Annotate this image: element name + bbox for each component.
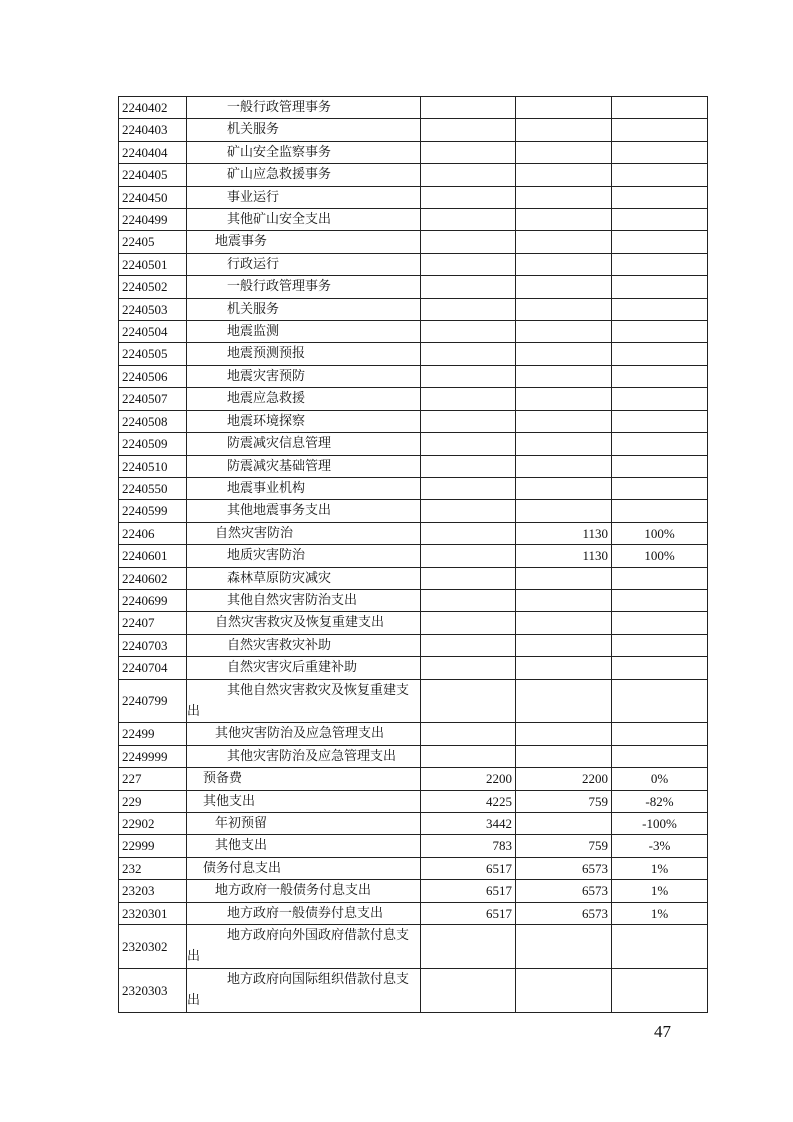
row-value-1	[421, 679, 516, 723]
row-value-1: 2200	[421, 768, 516, 790]
row-name: 自然灾害救灾补助	[187, 634, 421, 656]
row-percent	[612, 968, 708, 1012]
row-value-2	[516, 231, 612, 253]
row-value-1	[421, 209, 516, 231]
row-value-1	[421, 164, 516, 186]
row-value-1	[421, 745, 516, 767]
row-value-1	[421, 433, 516, 455]
row-value-2	[516, 433, 612, 455]
row-value-2	[516, 634, 612, 656]
row-value-2: 6573	[516, 880, 612, 902]
row-value-1	[421, 410, 516, 432]
row-name: 其他自然灾害救灾及恢复重建支出	[187, 679, 421, 723]
row-value-1	[421, 589, 516, 611]
row-name: 地震应急救援	[187, 388, 421, 410]
row-code: 2240602	[119, 567, 187, 589]
row-value-2: 2200	[516, 768, 612, 790]
table-row	[119, 321, 708, 343]
table-row	[119, 612, 708, 634]
table-row	[119, 343, 708, 365]
row-name: 机关服务	[187, 119, 421, 141]
row-value-1	[421, 567, 516, 589]
table-row	[119, 657, 708, 679]
row-value-2	[516, 186, 612, 208]
row-name: 自然灾害灾后重建补助	[187, 657, 421, 679]
table-row	[119, 679, 708, 723]
row-name: 其他灾害防治及应急管理支出	[187, 723, 421, 745]
row-code: 2320301	[119, 902, 187, 924]
row-value-2	[516, 612, 612, 634]
row-code: 2240510	[119, 455, 187, 477]
row-value-2	[516, 968, 612, 1012]
row-value-2: 6573	[516, 857, 612, 879]
page-number: 47	[654, 1022, 671, 1041]
row-name: 机关服务	[187, 298, 421, 320]
row-code: 2240504	[119, 321, 187, 343]
row-name: 地震预测预报	[187, 343, 421, 365]
table-row	[119, 455, 708, 477]
row-value-1: 4225	[421, 790, 516, 812]
row-name: 其他矿山安全支出	[187, 209, 421, 231]
row-percent	[612, 455, 708, 477]
row-name: 行政运行	[187, 253, 421, 275]
table-row	[119, 253, 708, 275]
row-name: 事业运行	[187, 186, 421, 208]
row-code: 2240704	[119, 657, 187, 679]
row-code: 2249999	[119, 745, 187, 767]
row-percent: -100%	[612, 813, 708, 835]
row-value-1	[421, 253, 516, 275]
table-row	[119, 790, 708, 812]
row-name: 债务付息支出	[187, 857, 421, 879]
row-value-2	[516, 500, 612, 522]
row-code: 2240450	[119, 186, 187, 208]
table-row	[119, 141, 708, 163]
row-value-2	[516, 276, 612, 298]
row-code: 2240503	[119, 298, 187, 320]
row-percent	[612, 745, 708, 767]
row-value-2	[516, 298, 612, 320]
row-value-1	[421, 186, 516, 208]
row-code: 2240699	[119, 589, 187, 611]
row-code: 2240550	[119, 477, 187, 499]
row-value-1	[421, 477, 516, 499]
row-percent: 1%	[612, 902, 708, 924]
row-value-2	[516, 321, 612, 343]
row-value-2: 759	[516, 835, 612, 857]
row-code: 22406	[119, 522, 187, 544]
row-code: 2240507	[119, 388, 187, 410]
row-percent	[612, 433, 708, 455]
row-name: 地震事业机构	[187, 477, 421, 499]
row-code: 2240509	[119, 433, 187, 455]
row-percent	[612, 253, 708, 275]
row-name: 预备费	[187, 768, 421, 790]
row-value-1	[421, 298, 516, 320]
row-value-2	[516, 365, 612, 387]
row-value-1	[421, 612, 516, 634]
row-code: 22407	[119, 612, 187, 634]
row-value-1: 3442	[421, 813, 516, 835]
row-percent	[612, 186, 708, 208]
budget-table-body	[119, 97, 708, 1013]
row-percent	[612, 567, 708, 589]
table-row	[119, 835, 708, 857]
row-percent	[612, 343, 708, 365]
row-percent	[612, 298, 708, 320]
row-name: 其他自然灾害防治支出	[187, 589, 421, 611]
row-value-1: 6517	[421, 902, 516, 924]
row-value-2	[516, 925, 612, 969]
row-name: 地震环境探察	[187, 410, 421, 432]
row-percent	[612, 164, 708, 186]
table-row	[119, 902, 708, 924]
row-value-1	[421, 321, 516, 343]
row-code: 232	[119, 857, 187, 879]
table-row	[119, 500, 708, 522]
row-percent: -82%	[612, 790, 708, 812]
row-value-1	[421, 968, 516, 1012]
table-row	[119, 209, 708, 231]
row-code: 2240703	[119, 634, 187, 656]
row-code: 2240402	[119, 97, 187, 119]
row-percent	[612, 500, 708, 522]
table-row	[119, 97, 708, 119]
row-percent	[612, 231, 708, 253]
row-percent: 1%	[612, 880, 708, 902]
row-value-2	[516, 343, 612, 365]
row-code: 22999	[119, 835, 187, 857]
row-percent: -3%	[612, 835, 708, 857]
row-name: 矿山应急救援事务	[187, 164, 421, 186]
row-value-1: 783	[421, 835, 516, 857]
table-row	[119, 968, 708, 1012]
row-value-2: 1130	[516, 522, 612, 544]
table-row	[119, 388, 708, 410]
row-code: 2320302	[119, 925, 187, 969]
row-code: 2240799	[119, 679, 187, 723]
table-row	[119, 745, 708, 767]
budget-table	[118, 96, 708, 1013]
table-row	[119, 276, 708, 298]
row-percent	[612, 321, 708, 343]
row-code: 229	[119, 790, 187, 812]
row-percent: 1%	[612, 857, 708, 879]
row-percent: 100%	[612, 545, 708, 567]
row-name: 地方政府向国际组织借款付息支出	[187, 968, 421, 1012]
row-value-2	[516, 253, 612, 275]
row-name: 地质灾害防治	[187, 545, 421, 567]
row-percent	[612, 723, 708, 745]
table-row	[119, 768, 708, 790]
row-percent	[612, 365, 708, 387]
table-row	[119, 589, 708, 611]
row-name: 一般行政管理事务	[187, 276, 421, 298]
row-value-1	[421, 925, 516, 969]
row-value-2	[516, 477, 612, 499]
table-row	[119, 164, 708, 186]
row-code: 2240505	[119, 343, 187, 365]
row-value-1	[421, 657, 516, 679]
row-percent	[612, 97, 708, 119]
row-code: 2240506	[119, 365, 187, 387]
row-value-1	[421, 388, 516, 410]
row-value-1	[421, 343, 516, 365]
row-percent	[612, 679, 708, 723]
row-percent	[612, 925, 708, 969]
table-row	[119, 298, 708, 320]
table-row	[119, 410, 708, 432]
row-code: 23203	[119, 880, 187, 902]
row-percent	[612, 589, 708, 611]
table-row	[119, 231, 708, 253]
row-code: 2240502	[119, 276, 187, 298]
row-value-2: 6573	[516, 902, 612, 924]
row-value-1	[421, 723, 516, 745]
row-percent	[612, 209, 708, 231]
row-value-1	[421, 119, 516, 141]
row-value-1	[421, 141, 516, 163]
row-code: 22902	[119, 813, 187, 835]
table-row	[119, 857, 708, 879]
row-name: 其他灾害防治及应急管理支出	[187, 745, 421, 767]
row-name: 森林草原防灾减灾	[187, 567, 421, 589]
table-row	[119, 545, 708, 567]
row-value-2	[516, 164, 612, 186]
table-row	[119, 365, 708, 387]
table-row	[119, 813, 708, 835]
row-name: 防震减灾信息管理	[187, 433, 421, 455]
table-row	[119, 522, 708, 544]
row-percent: 0%	[612, 768, 708, 790]
table-row	[119, 119, 708, 141]
row-value-2	[516, 119, 612, 141]
row-name: 地震灾害预防	[187, 365, 421, 387]
row-value-1	[421, 522, 516, 544]
row-code: 2240405	[119, 164, 187, 186]
row-name: 防震减灾基础管理	[187, 455, 421, 477]
row-value-1	[421, 634, 516, 656]
row-name: 地方政府一般债务付息支出	[187, 880, 421, 902]
row-value-1	[421, 231, 516, 253]
table-row	[119, 433, 708, 455]
table-row	[119, 634, 708, 656]
row-value-2	[516, 141, 612, 163]
row-name: 地方政府一般债券付息支出	[187, 902, 421, 924]
row-value-1: 6517	[421, 880, 516, 902]
table-row	[119, 925, 708, 969]
row-name: 其他支出	[187, 790, 421, 812]
table-row	[119, 477, 708, 499]
row-code: 2240601	[119, 545, 187, 567]
row-value-1: 6517	[421, 857, 516, 879]
row-value-2	[516, 813, 612, 835]
row-percent	[612, 276, 708, 298]
row-code: 2240404	[119, 141, 187, 163]
row-percent	[612, 388, 708, 410]
row-value-2	[516, 209, 612, 231]
row-value-2	[516, 745, 612, 767]
row-code: 227	[119, 768, 187, 790]
row-name: 地震事务	[187, 231, 421, 253]
table-row	[119, 723, 708, 745]
row-value-2	[516, 97, 612, 119]
row-percent	[612, 410, 708, 432]
row-name: 矿山安全监察事务	[187, 141, 421, 163]
row-percent	[612, 612, 708, 634]
row-value-1	[421, 97, 516, 119]
row-value-2	[516, 388, 612, 410]
table-row	[119, 880, 708, 902]
row-code: 2240501	[119, 253, 187, 275]
row-percent	[612, 657, 708, 679]
row-name: 年初预留	[187, 813, 421, 835]
row-value-2: 1130	[516, 545, 612, 567]
row-name: 地震监测	[187, 321, 421, 343]
row-code: 2320303	[119, 968, 187, 1012]
row-value-1	[421, 455, 516, 477]
row-code: 2240499	[119, 209, 187, 231]
row-value-2	[516, 589, 612, 611]
table-row	[119, 186, 708, 208]
row-value-2	[516, 679, 612, 723]
row-percent	[612, 477, 708, 499]
row-value-2	[516, 455, 612, 477]
row-value-2	[516, 410, 612, 432]
row-value-1	[421, 365, 516, 387]
row-code: 2240403	[119, 119, 187, 141]
row-value-1	[421, 545, 516, 567]
row-percent	[612, 119, 708, 141]
row-code: 2240599	[119, 500, 187, 522]
row-percent	[612, 634, 708, 656]
row-value-2	[516, 723, 612, 745]
row-code: 2240508	[119, 410, 187, 432]
row-value-2	[516, 567, 612, 589]
row-name: 地方政府向外国政府借款付息支出	[187, 925, 421, 969]
row-name: 其他地震事务支出	[187, 500, 421, 522]
row-name: 自然灾害防治	[187, 522, 421, 544]
row-value-2: 759	[516, 790, 612, 812]
row-percent: 100%	[612, 522, 708, 544]
row-name: 自然灾害救灾及恢复重建支出	[187, 612, 421, 634]
row-code: 22499	[119, 723, 187, 745]
row-value-1	[421, 500, 516, 522]
table-row	[119, 567, 708, 589]
row-value-2	[516, 657, 612, 679]
row-percent	[612, 141, 708, 163]
row-code: 22405	[119, 231, 187, 253]
row-name: 一般行政管理事务	[187, 97, 421, 119]
row-name: 其他支出	[187, 835, 421, 857]
row-value-1	[421, 276, 516, 298]
